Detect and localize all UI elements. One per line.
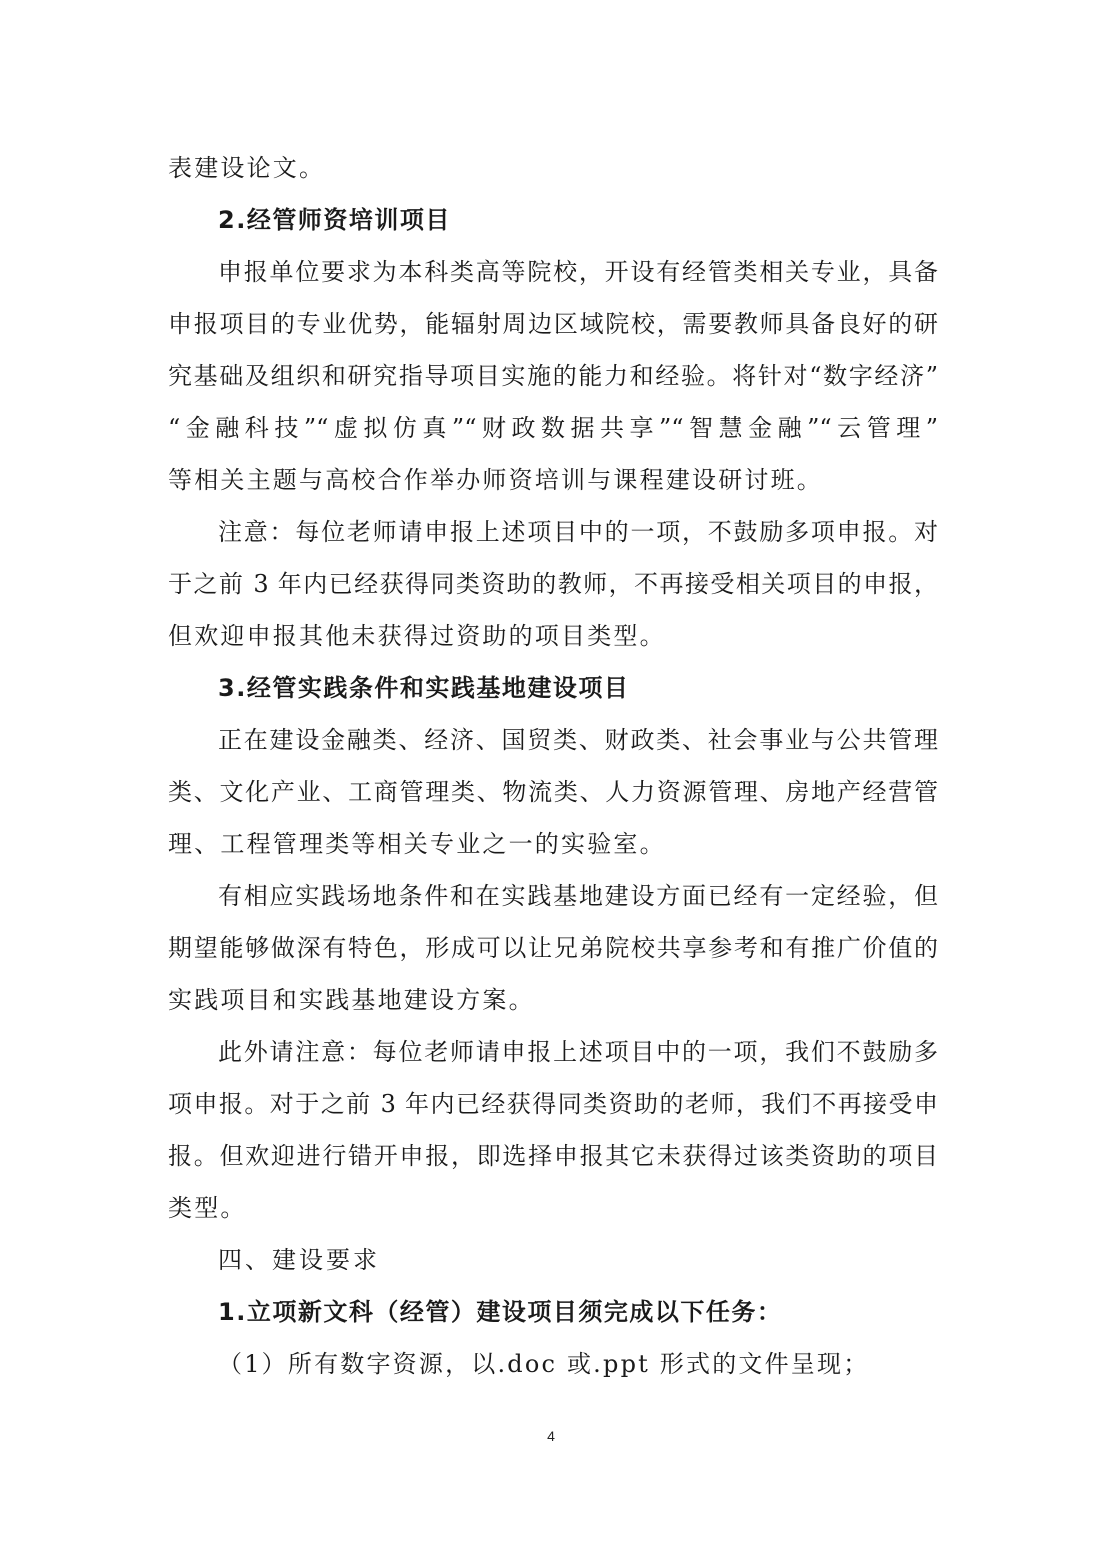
paragraph-line: 正在建设金融类、经济、国贸类、财政类、社会事业与公共管理: [218, 726, 938, 754]
paragraph-line: 申报项目的专业优势，能辐射周边区域院校，需要教师具备良好的研: [168, 310, 938, 338]
paragraph-line: 但欢迎申报其他未获得过资助的项目类型。: [168, 622, 666, 650]
paragraph-line: 于之前 3 年内已经获得同类资助的教师，不再接受相关项目的申报，: [168, 570, 938, 598]
chapter-heading: 四、建设要求: [218, 1246, 380, 1274]
paragraph-line: 实践项目和实践基地建设方案。: [168, 986, 535, 1014]
paragraph-line: 有相应实践场地条件和在实践基地建设方面已经有一定经验，但: [218, 882, 938, 910]
paragraph-line: 究基础及组织和研究指导项目实施的能力和经验。将针对“数字经济”: [168, 362, 938, 390]
list-item: （1）所有数字资源，以.doc 或.ppt 形式的文件呈现；: [218, 1350, 870, 1378]
paragraph-line: 注意：每位老师请申报上述项目中的一项，不鼓励多项申报。对: [218, 518, 938, 546]
paragraph-line: 项申报。对于之前 3 年内已经获得同类资助的老师，我们不再接受申: [168, 1090, 938, 1118]
paragraph-line: 期望能够做深有特色，形成可以让兄弟院校共享参考和有推广价值的: [168, 934, 938, 962]
paragraph-line: 理、工程管理类等相关专业之一的实验室。: [168, 830, 666, 858]
paragraph-line: 类型。: [168, 1194, 247, 1222]
paragraph-line: 类、文化产业、工商管理类、物流类、人力资源管理、房地产经营管: [168, 778, 938, 806]
section-heading: 3.经管实践条件和实践基地建设项目: [218, 674, 630, 702]
page-number: 4: [547, 1428, 555, 1444]
paragraph-line: 申报单位要求为本科类高等院校，开设有经管类相关专业，具备: [218, 258, 938, 286]
section-heading: 2.经管师资培训项目: [218, 206, 451, 234]
paragraph-line: 等相关主题与高校合作举办师资培训与课程建设研讨班。: [168, 466, 823, 494]
section-heading: 1.立项新文科（经管）建设项目须完成以下任务：: [218, 1298, 783, 1326]
paragraph-line: “金融科技”“虚拟仿真”“财政数据共享”“智慧金融”“云管理”: [168, 414, 938, 442]
page-content: [168, 142, 938, 1390]
paragraph-line: 表建设论文。: [168, 154, 326, 182]
paragraph-line: 报。但欢迎进行错开申报，即选择申报其它未获得过该类资助的项目: [168, 1142, 938, 1170]
paragraph-line: 此外请注意：每位老师请申报上述项目中的一项，我们不鼓励多: [218, 1038, 938, 1066]
